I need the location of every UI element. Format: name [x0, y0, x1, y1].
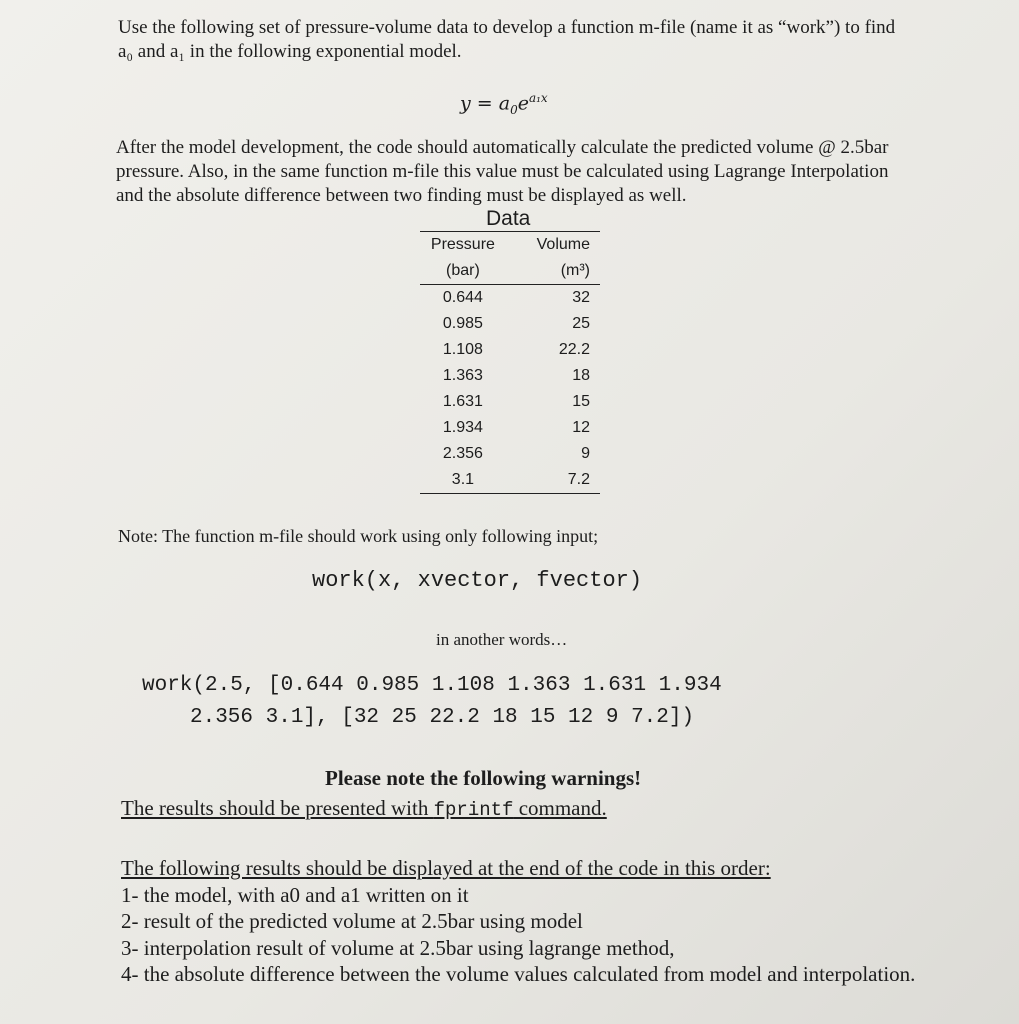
volume-cell: 9: [581, 445, 590, 462]
table-row: [420, 337, 600, 363]
warning-text-after: command.: [513, 796, 607, 820]
table-row: [420, 363, 600, 389]
table-row: [420, 415, 600, 441]
results-item: 2- result of the predicted volume at 2.5bar using model: [121, 909, 583, 933]
data-table: [420, 232, 600, 494]
header-volume-unit: (m³): [506, 258, 600, 285]
volume-cell: 32: [572, 289, 590, 306]
volume-cell: 15: [572, 393, 590, 410]
example-call-line-2: 2.356 3.1], [32 25 22.2 18 15 12 9 7.2]): [190, 706, 695, 729]
in-other-words: in another words…: [436, 630, 568, 649]
warnings-title: Please note the following warnings!: [325, 766, 642, 790]
table-row: [420, 285, 600, 312]
pressure-cell: 1.108: [442, 341, 483, 358]
results-item: 3- interpolation result of volume at 2.5bar using lagrange method,: [121, 935, 675, 960]
example-call-line-1: work(2.5, [0.644 0.985 1.108 1.363 1.631 1.934: [142, 674, 722, 697]
table-row: [420, 389, 600, 415]
model-equation: [460, 86, 548, 122]
after-paragraph: After the model development, the code should automatically calculate the predicted volume @ 2.5bar pressure. Also, in the same function m-file this value must be calculated using Lagrange Interpolation and the absolute difference between two finding must be displayed as well.: [116, 137, 889, 206]
table-row: [420, 311, 600, 337]
table-row: [420, 441, 600, 467]
table-units-row: [420, 258, 600, 285]
volume-cell: 25: [572, 315, 590, 332]
results-heading: The following results should be displayed at the end of the code in this order:: [121, 856, 771, 880]
pressure-cell: 0.644: [442, 289, 483, 306]
table-title: Data: [486, 207, 531, 230]
intro-paragraph: Use the following set of pressure-volume data to develop a function m-file (name it as “work”) to find a₀ and a₁ in the following exponential model.: [118, 17, 896, 62]
header-pressure-unit: (bar): [420, 258, 506, 285]
pressure-cell: 1.934: [442, 419, 483, 436]
equation-sub: 0: [510, 103, 518, 118]
equation-lhs: y = a: [460, 92, 511, 115]
table-header-row: [420, 232, 600, 258]
pressure-cell: 1.363: [442, 367, 483, 384]
fprintf-code: fprintf: [433, 799, 514, 821]
warning-text-before: The results should be presented with: [121, 796, 434, 820]
volume-cell: 18: [572, 367, 590, 384]
function-signature: work(x, xvector, fvector): [312, 568, 643, 593]
equation-exponent: a₁x: [528, 91, 548, 105]
note-text: Note: The function m-file should work using only following input;: [118, 526, 599, 546]
results-section: [121, 855, 921, 988]
volume-cell: 7.2: [506, 467, 600, 494]
table-row: [420, 467, 600, 494]
warning-line: [121, 796, 607, 821]
pressure-cell: 1.631: [442, 393, 483, 410]
results-item: 4- the absolute difference between the volume values calculated from model and interpolation.: [121, 962, 916, 986]
pressure-cell: 3.1: [420, 467, 506, 494]
pressure-cell: 0.985: [442, 315, 483, 332]
pressure-cell: 2.356: [442, 445, 483, 462]
volume-cell: 22.2: [558, 341, 590, 358]
header-pressure: Pressure: [430, 236, 495, 253]
volume-cell: 12: [572, 419, 590, 436]
equation-e: e: [517, 92, 529, 115]
results-item: 1- the model, with a0 and a1 written on it: [121, 882, 469, 907]
header-volume: Volume: [536, 236, 590, 253]
